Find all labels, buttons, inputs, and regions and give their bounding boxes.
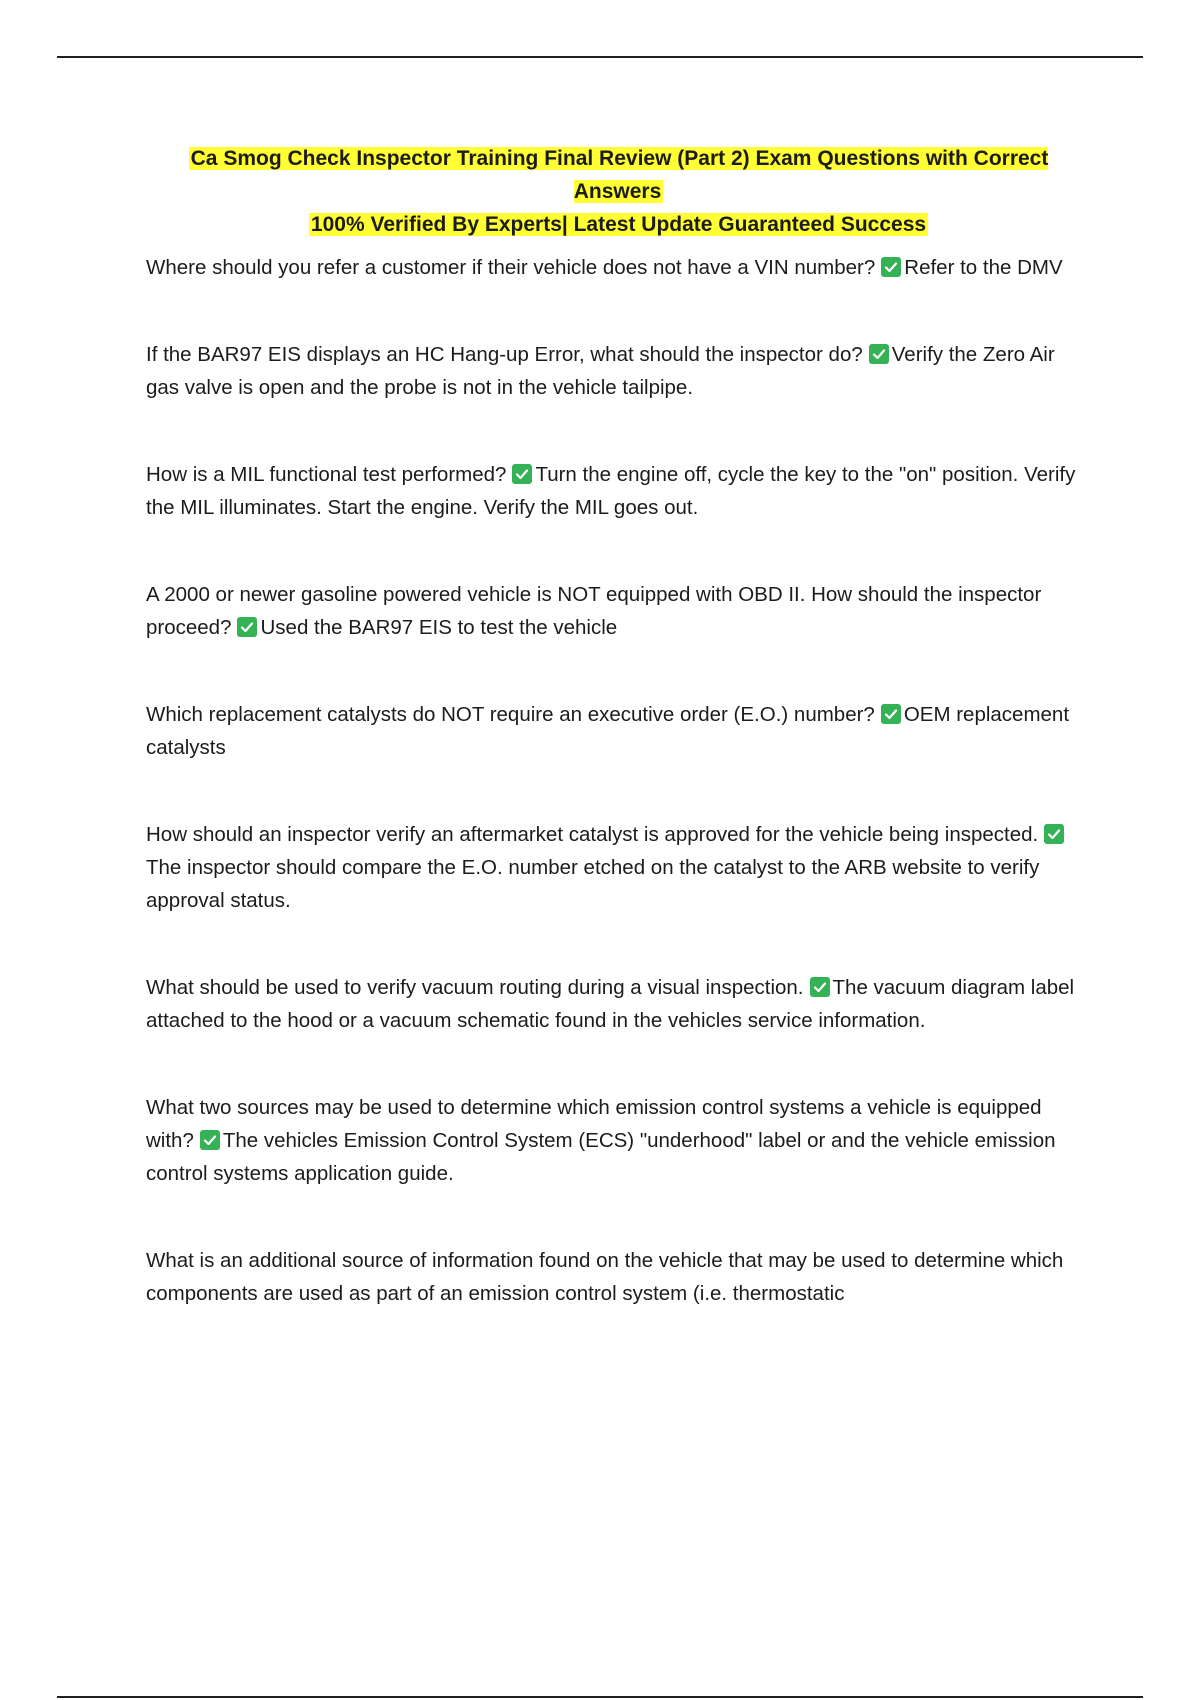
qa-item — [146, 698, 1091, 764]
check-mark-icon — [512, 464, 532, 484]
check-mark-icon — [869, 344, 889, 364]
check-mark-icon — [1044, 824, 1064, 844]
answer-text: Verify the Zero Air gas valve is open and the probe is not in the vehicle tailpipe. — [146, 343, 1055, 399]
question-text: How should an inspector verify an aftermarket catalyst is approved for the vehicle being inspected. — [146, 823, 1039, 846]
answer-text: The inspector should compare the E.O. number etched on the catalyst to the ARB website to verify approval status. — [146, 856, 1040, 912]
qa-item — [146, 971, 1091, 1037]
answer-text: Turn the engine off, cycle the key to the "on" position. Verify the MIL illuminates. Start the engine. Verify the MIL goes out. — [146, 463, 1076, 519]
bottom-rule — [57, 1696, 1143, 1698]
qa-item — [146, 1244, 1091, 1310]
check-mark-icon — [810, 977, 830, 997]
qa-item — [146, 818, 1091, 917]
check-mark-icon — [237, 617, 257, 637]
qa-item — [146, 251, 1091, 284]
document-title — [146, 142, 1091, 241]
answer-text: The vacuum diagram label attached to the hood or a vacuum schematic found in the vehicles service information. — [146, 976, 1075, 1032]
question-text: Which replacement catalysts do NOT require an executive order (E.O.) number? — [146, 703, 875, 726]
question-text: If the BAR97 EIS displays an HC Hang-up Error, what should the inspector do? — [146, 343, 863, 366]
question-text: A 2000 or newer gasoline powered vehicle is NOT equipped with OBD II. How should the inspector proceed? — [146, 583, 1042, 639]
question-text: Where should you refer a customer if their vehicle does not have a VIN number? — [146, 256, 876, 279]
check-mark-icon — [200, 1130, 220, 1150]
question-text: How is a MIL functional test performed? — [146, 463, 507, 486]
question-text: What two sources may be used to determine which emission control systems a vehicle is equipped with? — [146, 1096, 1042, 1152]
document-body — [146, 142, 1091, 1310]
answer-text: OEM replacement catalysts — [146, 703, 1070, 759]
question-text: What should be used to verify vacuum routing during a visual inspection. — [146, 976, 804, 999]
title-line-2: 100% Verified By Experts| Latest Update Guaranteed Success — [310, 213, 927, 236]
title-line-1: Ca Smog Check Inspector Training Final Review (Part 2) Exam Questions with Correct Answers — [190, 147, 1049, 203]
qa-item — [146, 578, 1091, 644]
qa-item — [146, 338, 1091, 404]
answer-text: Used the BAR97 EIS to test the vehicle — [260, 616, 618, 639]
answer-text: Refer to the DMV — [904, 256, 1063, 279]
top-rule — [57, 56, 1143, 58]
check-mark-icon — [881, 704, 901, 724]
check-mark-icon — [881, 257, 901, 277]
answer-text: The vehicles Emission Control System (ECS) "underhood" label or and the vehicle emission control systems application guide. — [146, 1129, 1056, 1185]
question-text: What is an additional source of information found on the vehicle that may be used to determine which components are used as part of an emission control system (i.e. thermostatic — [146, 1249, 1064, 1305]
qa-item — [146, 458, 1091, 524]
qa-item — [146, 1091, 1091, 1190]
